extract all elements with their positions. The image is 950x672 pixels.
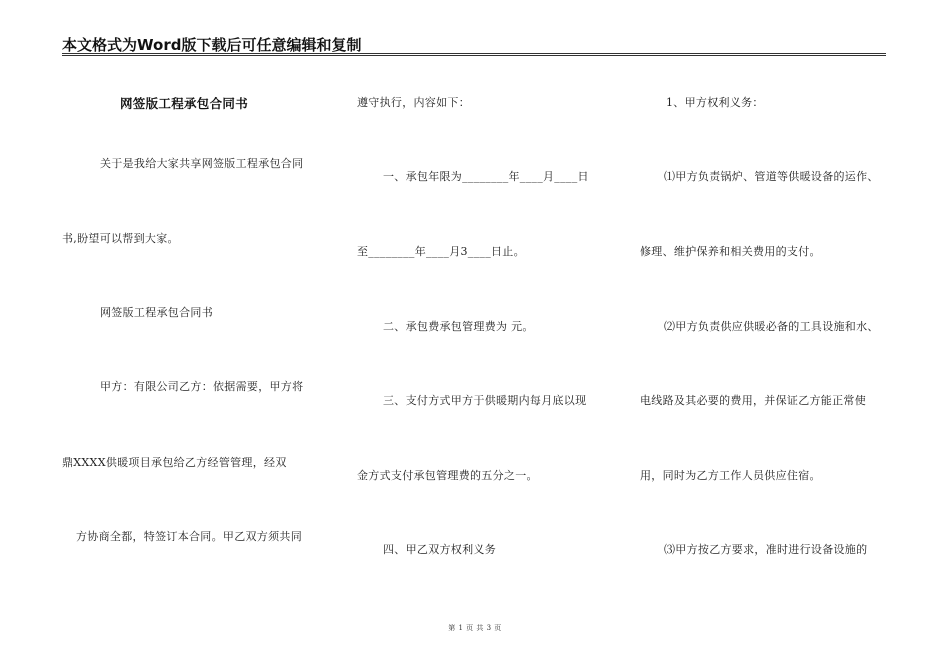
paragraph-line: 鼎XXXX供暖项目承包给乙方经管管理，经双 xyxy=(62,456,287,469)
paragraph-line: 1、甲方权利义务： xyxy=(666,96,764,109)
paragraph-line: 用，同时为乙方工作人员供应住宿。 xyxy=(640,469,821,482)
paragraph-line: 网签版工程承包合同书 xyxy=(100,306,213,319)
paragraph-line: 四、甲乙双方权利义务 xyxy=(383,543,496,556)
paragraph-line: 一、承包年限为________年____月____日 xyxy=(383,170,589,183)
paragraph-line: 三、支付方式甲方于供暖期内每月底以现 xyxy=(383,394,587,407)
paragraph-line: 电线路及其必要的费用，并保证乙方能正常使 xyxy=(640,394,866,407)
paragraph-line: 关于是我给大家共享网签版工程承包合同 xyxy=(100,157,304,170)
paragraph-line: 甲方：有限公司乙方：依据需要，甲方将 xyxy=(100,380,304,393)
paragraph-line: 至________年____月3____日止。 xyxy=(357,245,525,258)
paragraph-line: ⑶甲方按乙方要求，准时进行设备设施的 xyxy=(664,543,868,556)
paragraph-line: ⑵甲方负责供应供暖必备的工具设施和水、 xyxy=(664,320,879,333)
page-header-title: 本文格式为Word版下载后可任意编辑和复制 xyxy=(62,36,362,54)
paragraph-line: 方协商全都，特签订本合同。甲乙双方须共同 xyxy=(76,530,302,543)
paragraph-line: 金方式支付承包管理费的五分之一。 xyxy=(357,469,538,482)
paragraph-line: ⑴甲方负责锅炉、管道等供暖设备的运作、 xyxy=(664,170,879,183)
paragraph-line: 二、承包费承包管理费为 元。 xyxy=(383,320,534,333)
paragraph-line: 遵守执行，内容如下： xyxy=(357,96,470,109)
text-column-3 xyxy=(640,0,900,620)
paragraph-line: 书,盼望可以帮到大家。 xyxy=(62,232,179,245)
text-column-1 xyxy=(62,0,334,620)
document-title: 网签版工程承包合同书 xyxy=(120,96,249,111)
text-column-2 xyxy=(357,0,617,620)
page-number-footer: 第 1 页 共 3 页 xyxy=(448,624,502,632)
paragraph-line: 修理、维护保养和相关费用的支付。 xyxy=(640,245,821,258)
